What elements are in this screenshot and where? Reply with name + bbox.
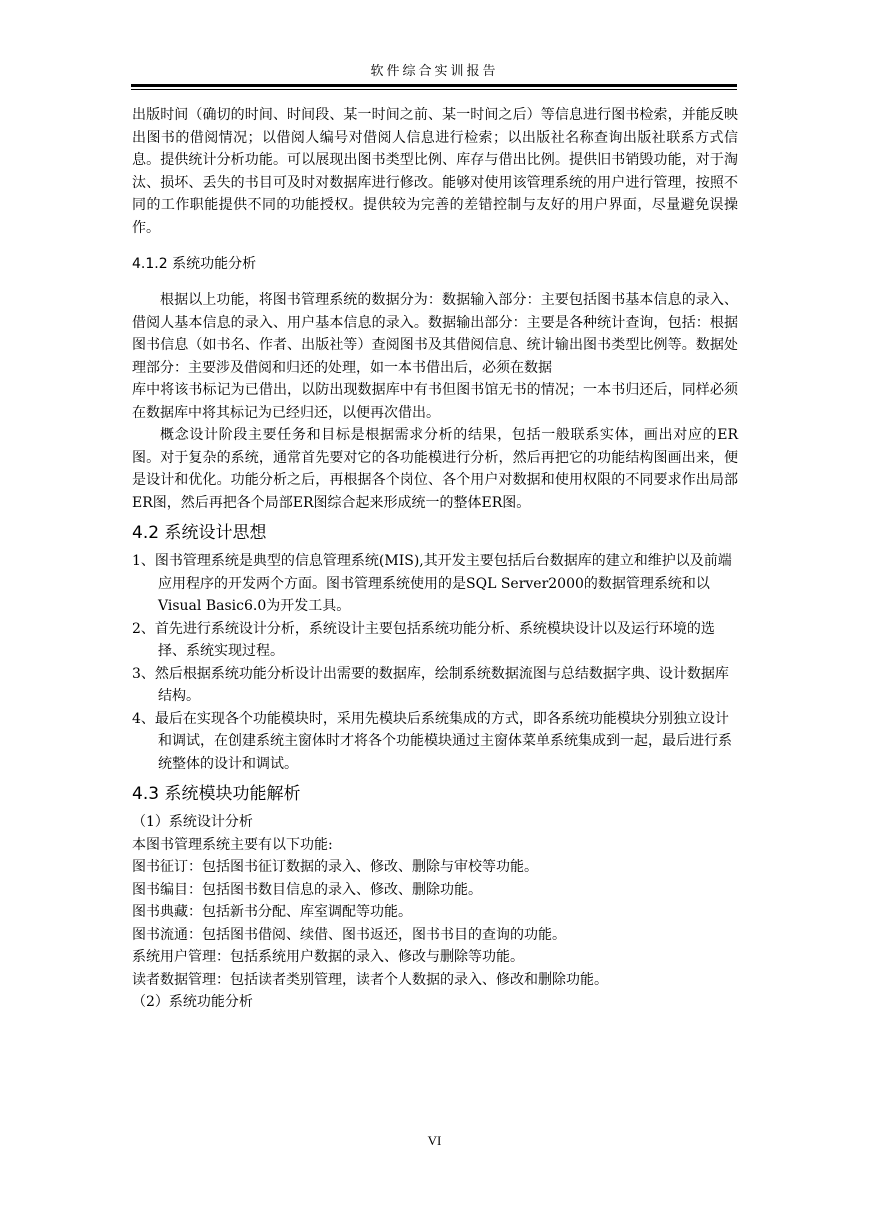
text-line: 图书编目：包括图书数目信息的录入、修改、删除功能。: [132, 881, 482, 898]
heading-4-1-2: 4.1.2 系统功能分析: [132, 256, 257, 272]
paragraph-data-division: 根据以上功能，将图书管理系统的数据分为：数据输入部分：主要包括图书基本信息的录入、借阅人基本信息的录入、用户基本信息的录入。数据输出部分：主要是各种统计查询，包括：根据图书信息（如书名、作者、出版社等）查阅图书及其借阅信息、统计输出图书类型比例等。数据处理部分：主要涉及借阅和归还的处理，如一本书借出后，必须在数据: [132, 292, 738, 376]
header-rule-thin: [131, 89, 737, 90]
text-line: 本图书管理系统主要有以下功能:: [132, 836, 333, 853]
intro-paragraph: 出版时间（确切的时间、时间段、某一时间之前、某一时间之后）等信息进行图书检索，并能反映出图书的借阅情况；以借阅人编号对借阅人信息进行检索；以出版社名称查询出版社联系方式信息。提供统计分析功能。可以展现出图书类型比例、库存与借出比例。提供旧书销毁功能，对于淘汰、损坏、丢失的书目可及时对数据库进行修改。能够对使用该管理系统的用户进行管理，按照不同的工作职能提供不同的功能授权。提供较为完善的差错控制与友好的用户界面，尽量避免误操作。: [132, 107, 738, 236]
text-line: 系统用户管理：包括系统用户数据的录入、修改与删除等功能。: [132, 949, 524, 965]
header-rule-thick: [131, 84, 737, 87]
page-number: VI: [427, 1133, 442, 1148]
list-item: 2、首先进行系统设计分析，系统设计主要包括系统功能分析、系统模块设计以及运行环境的选择、系统实现过程。: [132, 620, 715, 659]
subheading-design-analysis: （1）系统设计分析: [132, 814, 253, 830]
paragraph-er-design: 概念设计阶段主要任务和目标是根据需求分析的结果，包括一般联系实体，画出对应的ER图。对于复杂的系统，通常首先要对它的各功能模进行分析，然后再把它的功能结构图画出来，便是设计和优化。功能分析之后，再根据各个岗位、各个用户对数据和使用权限的不同要求作出局部ER图，然后再把各个局部ER图综合起来形成统一的整体ER图。: [132, 427, 738, 511]
body-content: [132, 104, 738, 1014]
text-line: 图书流通：包括图书借阅、续借、图书返还，图书书目的查询的功能。: [132, 926, 566, 943]
text-line: 图书典藏：包括新书分配、库室调配等功能。: [132, 904, 412, 920]
list-item: 4、最后在实现各个功能模块时，采用先模块后系统集成的方式，即各系统功能模块分别独立设计和调试，在创建系统主窗体时才将各个功能模块通过主窗体菜单系统集成到一起，最后进行系统整体的设计和调试。: [132, 710, 732, 772]
subheading-function-analysis: （2）系统功能分析: [132, 994, 253, 1010]
text-line: 图书征订：包括图书征订数据的录入、修改、删除与审校等功能。: [132, 859, 538, 875]
running-header: 软件综合实训报告: [370, 64, 499, 79]
list-item: 1、图书管理系统是典型的信息管理系统(MIS),其开发主要包括后台数据库的建立和维护以及前端应用程序的开发两个方面。图书管理系统使用的是SQL Server2000的数据管理系统和以Visual Basic6.0为开发工具。: [132, 553, 732, 614]
paragraph-data-continuation: 库中将该书标记为已借出，以防出现数据库中有书但图书馆无书的情况；一本书归还后，同样必须在数据库中将其标记为已经归还，以便再次借出。: [132, 382, 738, 421]
heading-4-2: 4.2 系统设计思想: [132, 523, 267, 543]
design-idea-list: [132, 550, 738, 775]
list-item: 3、然后根据系统功能分析设计出需要的数据库，绘制系统数据流图与总结数据字典、设计数据库结构。: [132, 665, 729, 704]
heading-4-3: 4.3 系统模块功能解析: [132, 784, 301, 804]
text-line: 读者数据管理：包括读者类别管理，读者个人数据的录入、修改和删除功能。: [132, 971, 608, 988]
